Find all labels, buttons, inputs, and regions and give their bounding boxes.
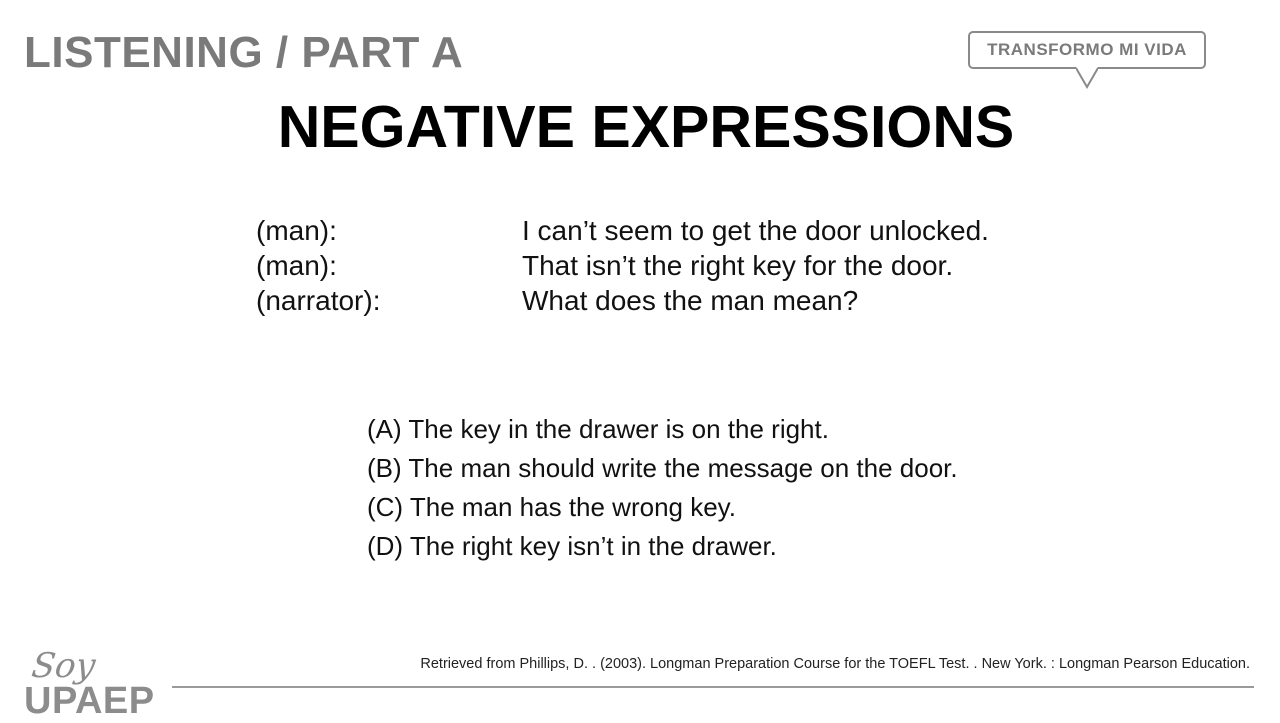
answer-choices <box>367 411 958 567</box>
transformo-badge: TRANSFORMO MI VIDA <box>968 31 1206 69</box>
choice-b: (B) The man should write the message on the door. <box>367 453 958 483</box>
utterance: I can’t seem to get the door unlocked. <box>522 215 989 246</box>
dialogue-line <box>256 248 989 283</box>
choice-d: (D) The right key isn’t in the drawer. <box>367 531 777 561</box>
dialogue-line <box>256 213 989 248</box>
utterance: What does the man mean? <box>522 285 859 316</box>
soy-upaep-logo <box>24 646 174 722</box>
logo-soy-text: Soy <box>29 646 98 686</box>
logo-upaep-text: UPAEP <box>24 680 155 722</box>
dialogue <box>256 213 989 318</box>
badge-pointer-icon <box>1076 67 1098 89</box>
speaker-label: (narrator): <box>256 285 381 316</box>
speaker-label: (man): <box>256 215 337 246</box>
slide-title: NEGATIVE EXPRESSIONS <box>277 94 1015 160</box>
section-label: LISTENING / PART A <box>24 28 464 77</box>
utterance: That isn’t the right key for the door. <box>522 250 954 281</box>
choice-a: (A) The key in the drawer is on the right. <box>367 414 829 444</box>
footer-divider <box>172 686 1254 688</box>
choice-c: (C) The man has the wrong key. <box>367 492 736 522</box>
dialogue-line <box>256 283 989 318</box>
citation: Retrieved from Phillips, D. . (2003). Longman Preparation Course for the TOEFL Test. . New York. : Longman Pearson Education. <box>420 656 1250 672</box>
speaker-label: (man): <box>256 250 337 281</box>
